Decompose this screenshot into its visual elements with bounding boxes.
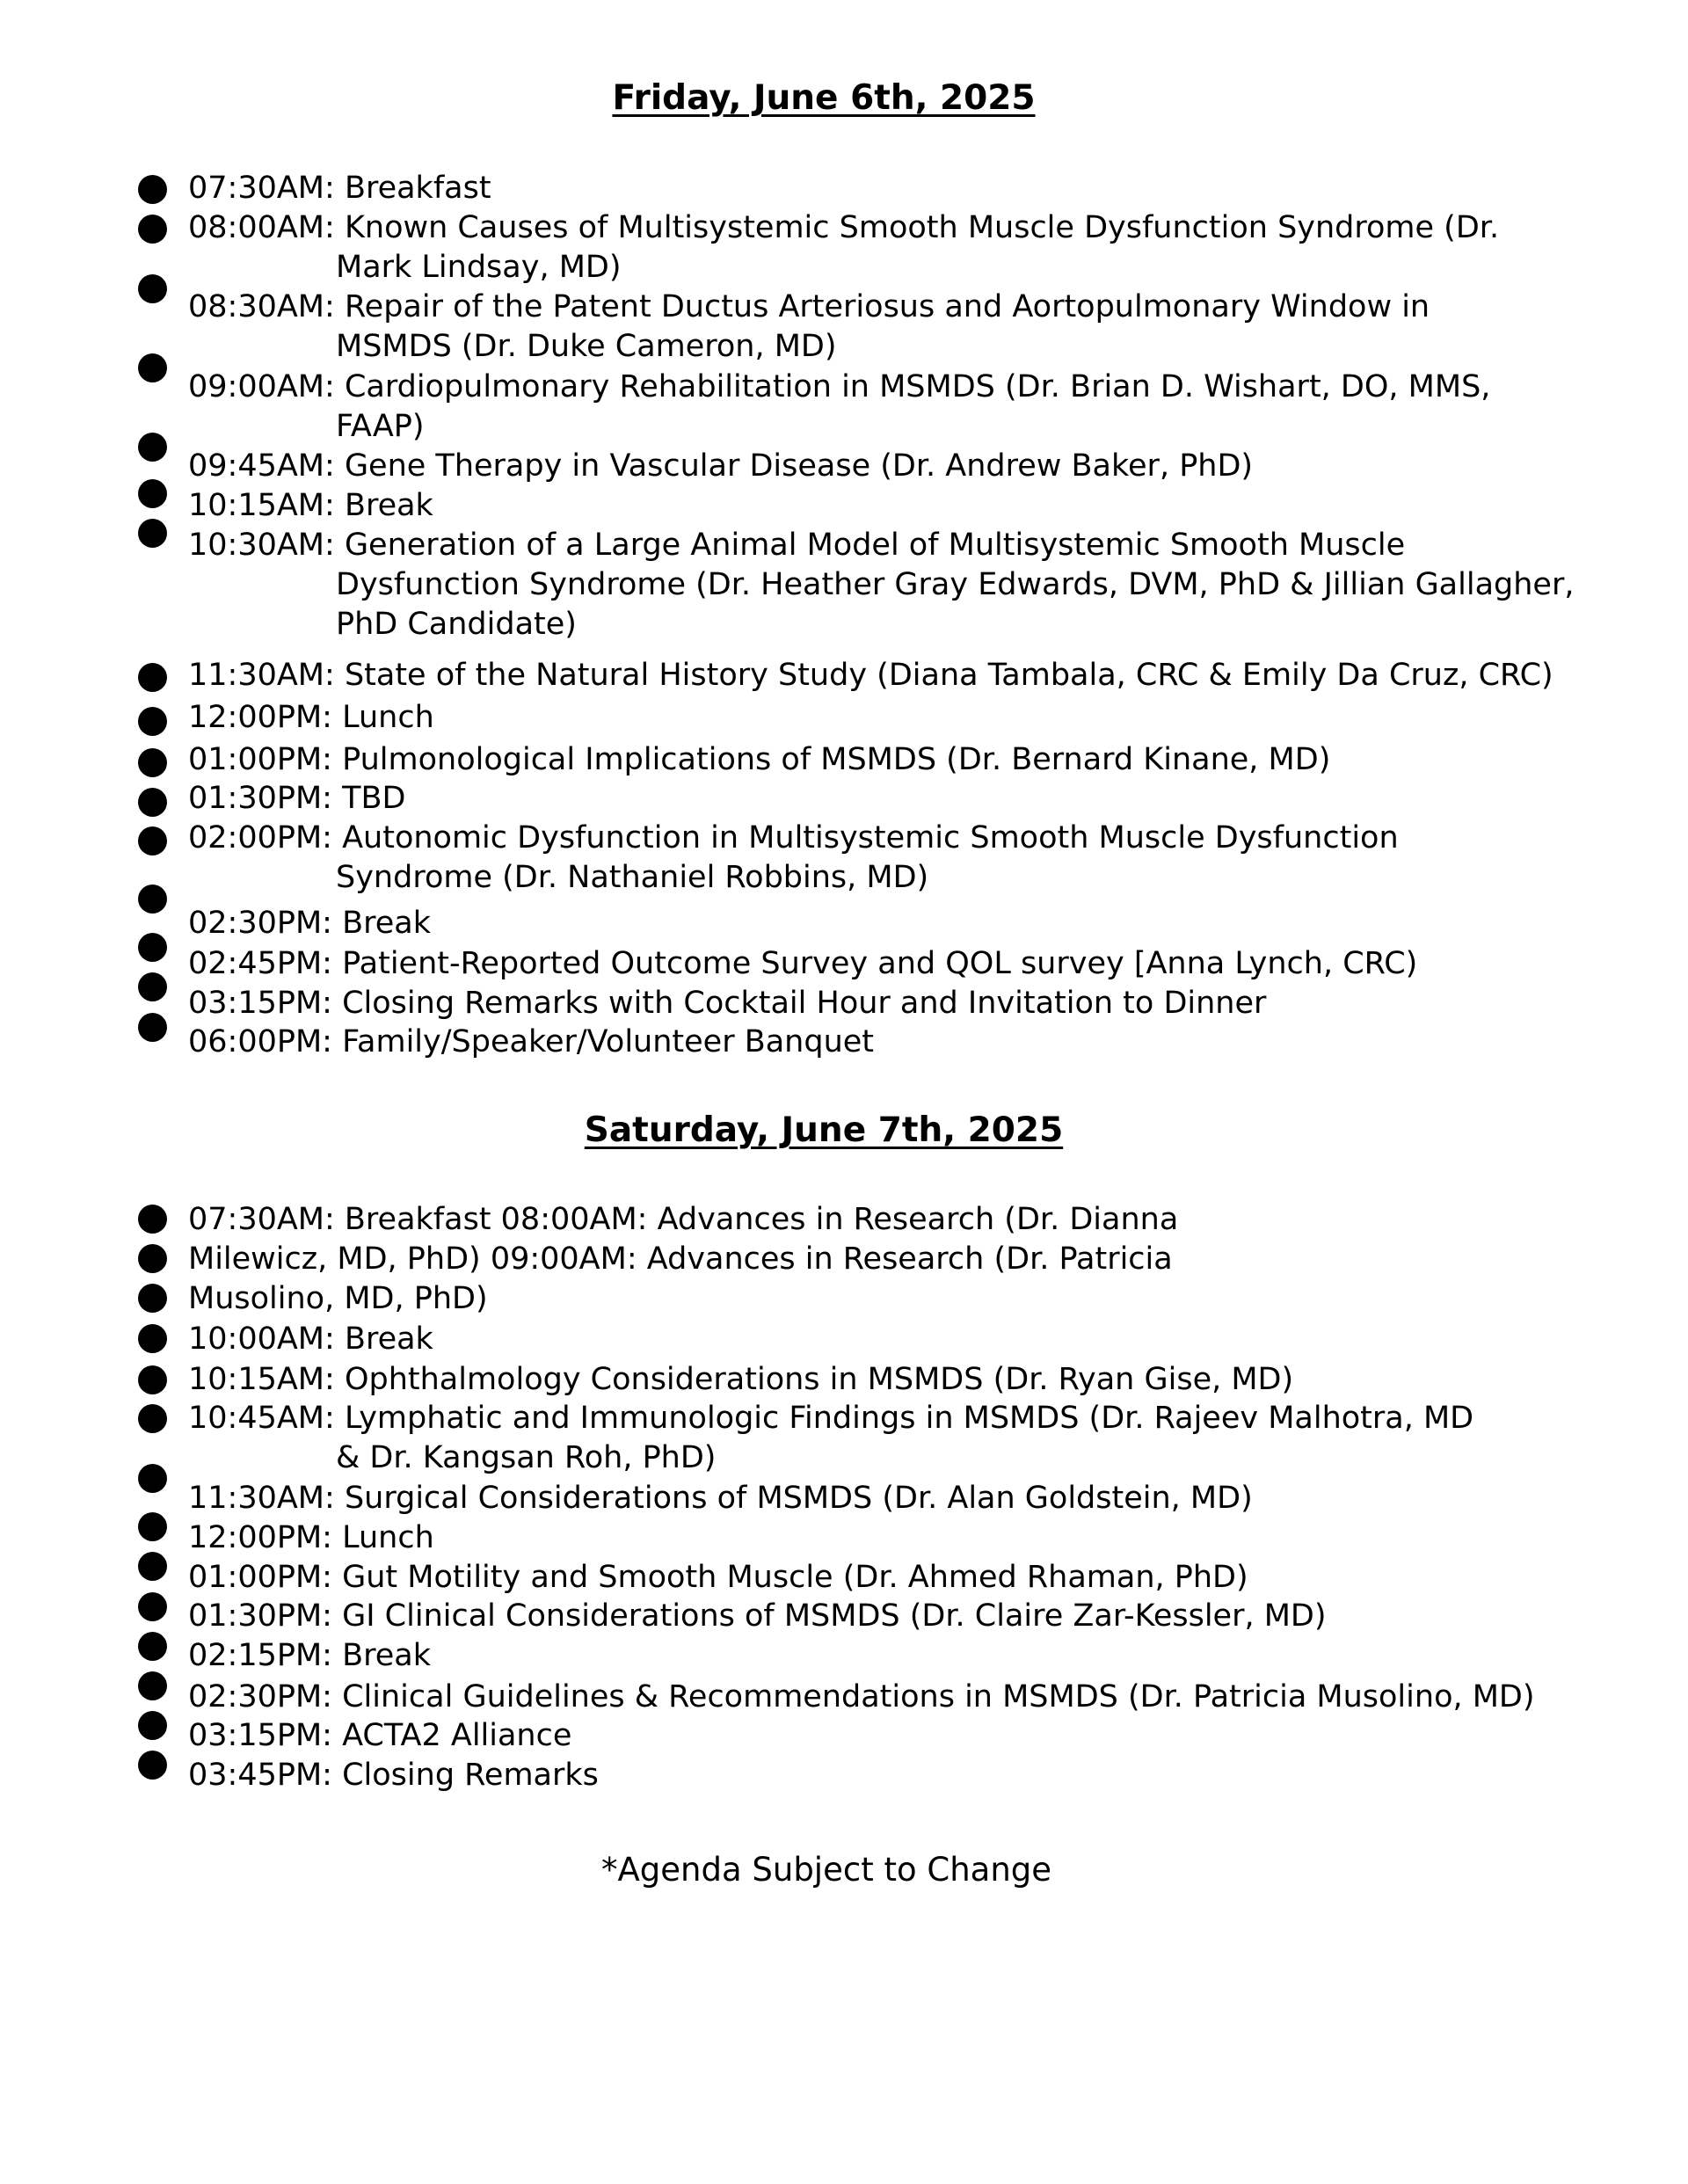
friday-item: 09:00AM: Cardiopulmonary Rehabilitation in MSMDS (Dr. Brian D. Wishart, DO, MMS, FAAP): [188, 369, 1491, 444]
bullet-icon: [138, 479, 167, 508]
bullet-icon: [138, 885, 167, 914]
bullet-icon: [138, 788, 167, 817]
friday-item: 06:00PM: Family/Speaker/Volunteer Banquet: [188, 1024, 875, 1059]
saturday-item: 01:30PM: GI Clinical Considerations of MSMDS (Dr. Claire Zar-Kessler, MD): [188, 1598, 1327, 1634]
friday-item: 02:30PM: Break: [188, 906, 431, 941]
bullet-icon: [138, 972, 167, 1001]
bullet-icon: [138, 663, 167, 692]
bullet-icon: [138, 933, 167, 962]
friday-heading: Friday, June 6th, 2025: [612, 78, 1036, 118]
bullet-icon: [138, 215, 167, 244]
friday-item: 10:15AM: Break: [188, 488, 433, 523]
friday-item: 11:30AM: State of the Natural History Study (Diana Tambala, CRC & Emily Da Cruz, CRC): [188, 658, 1553, 693]
friday-item: 02:00PM: Autonomic Dysfunction in Multisystemic Smooth Muscle Dysfunction Syndrome (Dr. Nathaniel Robbins, MD): [188, 820, 1399, 895]
bullet-icon: [138, 353, 167, 382]
friday-item: 01:00PM: Pulmonological Implications of MSMDS (Dr. Bernard Kinane, MD): [188, 742, 1331, 777]
bullet-icon: [138, 1512, 167, 1541]
saturday-item: 01:00PM: Gut Motility and Smooth Muscle (Dr. Ahmed Rhaman, PhD): [188, 1560, 1248, 1595]
bullet-icon: [138, 1365, 167, 1394]
bullet-icon: [138, 519, 167, 548]
bullet-icon: [138, 1404, 167, 1433]
bullet-icon: [138, 1632, 167, 1661]
friday-item: 01:30PM: TBD: [188, 781, 406, 816]
saturday-item: 10:00AM: Break: [188, 1321, 433, 1357]
friday-item: 09:45AM: Gene Therapy in Vascular Disease (Dr. Andrew Baker, PhD): [188, 448, 1254, 484]
saturday-item: 03:15PM: ACTA2 Alliance: [188, 1718, 572, 1753]
friday-item: 08:30AM: Repair of the Patent Ductus Arteriosus and Aortopulmonary Window in MSMDS (Dr. Duke Cameron, MD): [188, 289, 1430, 364]
saturday-item: Musolino, MD, PhD): [188, 1281, 488, 1316]
bullet-icon: [138, 1751, 167, 1780]
bullet-icon: [138, 1464, 167, 1493]
saturday-item: 03:45PM: Closing Remarks: [188, 1758, 599, 1793]
agenda-disclaimer: *Agenda Subject to Change: [600, 1851, 1052, 1889]
saturday-item: 10:45AM: Lymphatic and Immunologic Findings in MSMDS (Dr. Rajeev Malhotra, MD & Dr. Kangsan Roh, PhD): [188, 1401, 1474, 1475]
bullet-icon: [138, 175, 167, 204]
saturday-item: 11:30AM: Surgical Considerations of MSMDS (Dr. Alan Goldstein, MD): [188, 1481, 1253, 1516]
saturday-item: 02:30PM: Clinical Guidelines & Recommendations in MSMDS (Dr. Patricia Musolino, MD): [188, 1679, 1535, 1714]
saturday-item: 07:30AM: Breakfast 08:00AM: Advances in Research (Dr. Dianna: [188, 1202, 1179, 1237]
bullet-icon: [138, 1244, 167, 1273]
bullet-icon: [138, 1671, 167, 1700]
saturday-heading: Saturday, June 7th, 2025: [584, 1110, 1064, 1150]
friday-item: 12:00PM: Lunch: [188, 700, 434, 735]
saturday-item: 02:15PM: Break: [188, 1638, 431, 1673]
saturday-item: 10:15AM: Ophthalmology Considerations in MSMDS (Dr. Ryan Gise, MD): [188, 1362, 1294, 1397]
friday-item: 02:45PM: Patient-Reported Outcome Survey and QOL survey [Anna Lynch, CRC): [188, 946, 1418, 981]
bullet-icon: [138, 707, 167, 736]
friday-item: 07:30AM: Breakfast: [188, 171, 491, 206]
saturday-item: Milewicz, MD, PhD) 09:00AM: Advances in Research (Dr. Patricia: [188, 1241, 1173, 1277]
friday-item: 03:15PM: Closing Remarks with Cocktail Hour and Invitation to Dinner: [188, 986, 1267, 1021]
saturday-item: 12:00PM: Lunch: [188, 1520, 434, 1555]
friday-item: 10:30AM: Generation of a Large Animal Model of Multisystemic Smooth Muscle Dysfunction Syndrome (Dr. Heather Gray Edwards, DVM, PhD & Jillian Gallagher, PhD Candidate): [188, 528, 1575, 642]
bullet-icon: [138, 1205, 167, 1234]
bullet-icon: [138, 1552, 167, 1581]
bullet-icon: [138, 1592, 167, 1621]
bullet-icon: [138, 1013, 167, 1042]
bullet-icon: [138, 1284, 167, 1313]
bullet-icon: [138, 1324, 167, 1353]
bullet-icon: [138, 274, 167, 303]
friday-item: 08:00AM: Known Causes of Multisystemic Smooth Muscle Dysfunction Syndrome (Dr. Mark Lindsay, MD): [188, 210, 1500, 285]
bullet-icon: [138, 433, 167, 462]
bullet-icon: [138, 748, 167, 777]
bullet-icon: [138, 826, 167, 855]
bullet-icon: [138, 1711, 167, 1740]
